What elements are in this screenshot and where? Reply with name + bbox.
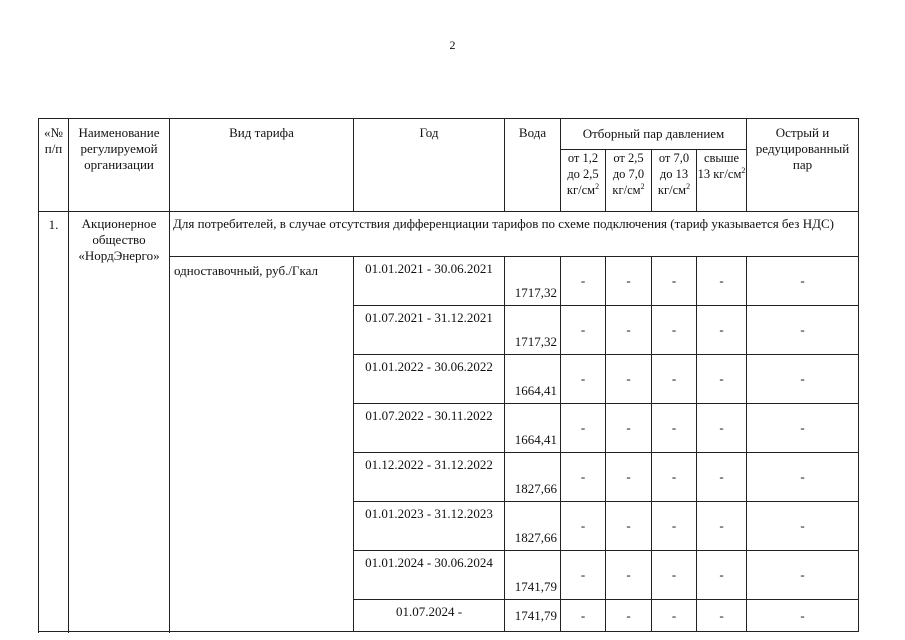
consumer-category: Для потребителей, в случае отсутствия дифференциации тарифов по схеме подключения (тариф указывается без НДС) (170, 212, 859, 257)
dash-cell: - (747, 502, 859, 551)
period-cell: 01.07.2021 - 31.12.2021 (354, 306, 505, 355)
period-cell: 01.01.2022 - 30.06.2022 (354, 355, 505, 404)
tariff-kind: одноставочный, руб./Гкал (170, 257, 354, 632)
dash-cell: - (697, 306, 747, 355)
dash-cell: - (606, 355, 652, 404)
header-sharp-steam: Острый и редуцированный пар (747, 119, 859, 212)
dash-cell: - (606, 257, 652, 306)
page-number: 2 (449, 38, 456, 52)
dash-cell: - (606, 404, 652, 453)
dash-cell: - (561, 257, 606, 306)
period-cell: 01.01.2023 - 31.12.2023 (354, 502, 505, 551)
dash-cell: - (697, 257, 747, 306)
dash-cell: - (606, 600, 652, 632)
dash-cell: - (652, 600, 697, 632)
dash-cell: - (606, 306, 652, 355)
water-value: 1741,79 (505, 551, 561, 600)
dash-cell: - (561, 306, 606, 355)
water-value: 1717,32 (505, 306, 561, 355)
period-cell: 01.01.2024 - 30.06.2024 (354, 551, 505, 600)
dash-cell: - (747, 257, 859, 306)
water-value: 1827,66 (505, 502, 561, 551)
dash-cell: - (652, 355, 697, 404)
period-cell: 01.01.2021 - 30.06.2021 (354, 257, 505, 306)
dash-cell: - (697, 600, 747, 632)
dash-cell: - (652, 404, 697, 453)
dash-cell: - (747, 355, 859, 404)
header-organization: Наименование регулируемой организации (69, 119, 170, 212)
dash-cell: - (697, 502, 747, 551)
dash-cell: - (697, 355, 747, 404)
dash-cell: - (747, 306, 859, 355)
period-cell: 01.07.2022 - 30.11.2022 (354, 404, 505, 453)
dash-cell: - (652, 306, 697, 355)
period-cell: 01.07.2024 - (354, 600, 505, 632)
water-value: 1827,66 (505, 453, 561, 502)
header-extraction-steam: Отборный пар давлением (561, 119, 747, 150)
dash-cell: - (561, 551, 606, 600)
dash-cell: - (747, 600, 859, 632)
dash-cell: - (561, 355, 606, 404)
dash-cell: - (561, 404, 606, 453)
dash-cell: - (561, 502, 606, 551)
water-value: 1741,79 (505, 600, 561, 632)
header-num: «№ п/п (39, 119, 69, 212)
dash-cell: - (747, 551, 859, 600)
header-steam-2: от 2,5 до 7,0 $кг/см^2$ (606, 150, 652, 212)
row-number: 1. (39, 212, 69, 632)
dash-cell: - (747, 404, 859, 453)
dash-cell: - (606, 551, 652, 600)
period-cell: 01.12.2022 - 31.12.2022 (354, 453, 505, 502)
header-steam-4: свыше 13 $кг/см^2$ (697, 150, 747, 212)
dash-cell: - (652, 453, 697, 502)
dash-cell: - (606, 453, 652, 502)
dash-cell: - (697, 404, 747, 453)
header-tariff-kind: Вид тарифа (170, 119, 354, 212)
header-water: Вода (505, 119, 561, 212)
header-steam-1: от 1,2 до 2,5 $кг/см^2$ (561, 150, 606, 212)
water-value: 1717,32 (505, 257, 561, 306)
dash-cell: - (652, 551, 697, 600)
water-value: 1664,41 (505, 404, 561, 453)
dash-cell: - (652, 502, 697, 551)
water-value: 1664,41 (505, 355, 561, 404)
dash-cell: - (561, 453, 606, 502)
dash-cell: - (697, 551, 747, 600)
dash-cell: - (606, 502, 652, 551)
tariff-table (38, 118, 859, 632)
header-steam-3: от 7,0 до 13 $кг/см^2$ (652, 150, 697, 212)
dash-cell: - (697, 453, 747, 502)
dash-cell: - (561, 600, 606, 632)
dash-cell: - (747, 453, 859, 502)
dash-cell: - (652, 257, 697, 306)
organization-name: Акционерное общество «НордЭнерго» (69, 212, 170, 632)
header-year: Год (354, 119, 505, 212)
